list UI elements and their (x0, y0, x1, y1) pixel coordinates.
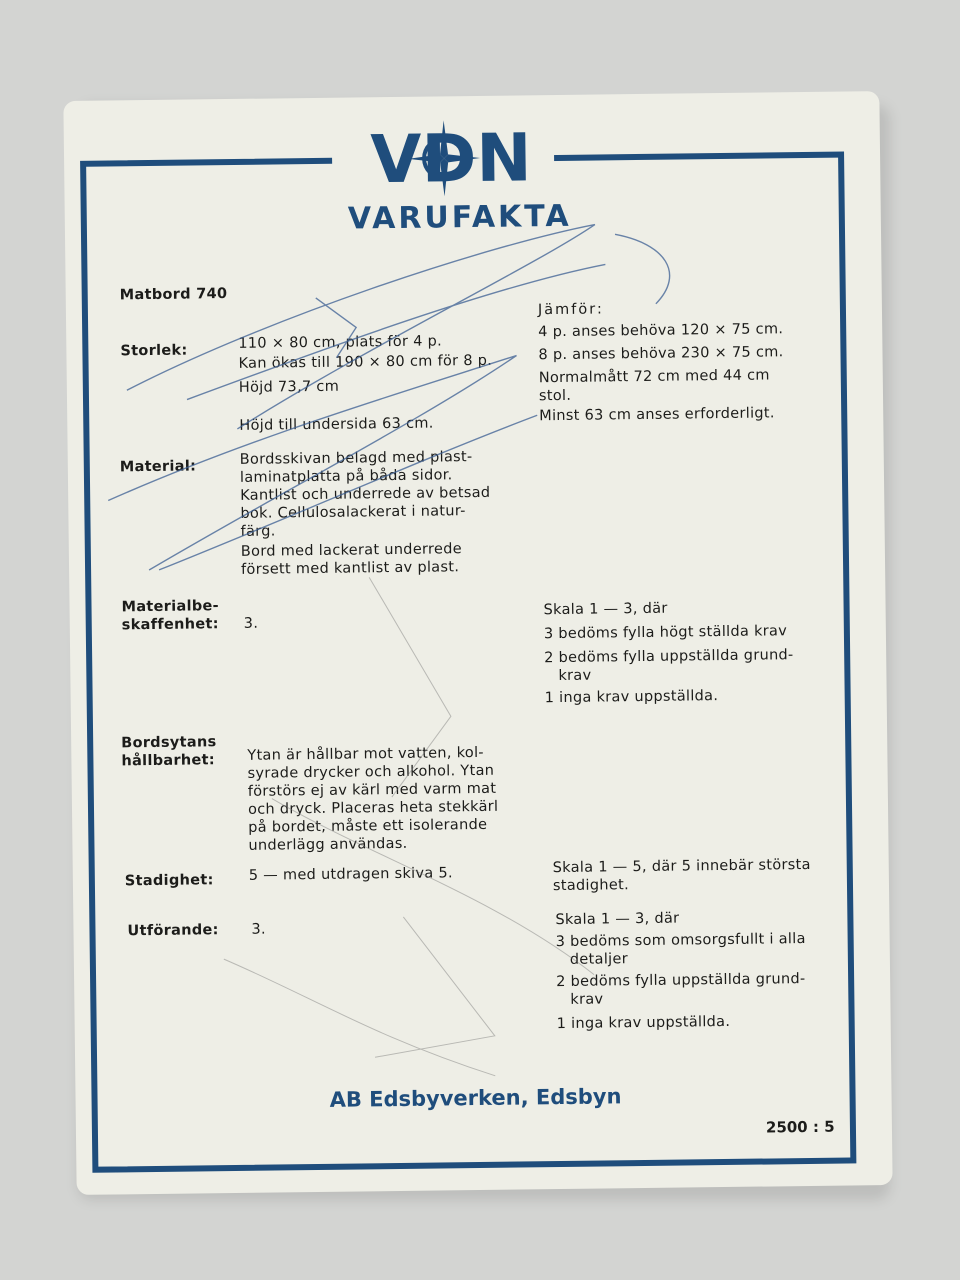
scale-utforande-line: 2 bedöms fylla uppställda grund- (556, 971, 806, 991)
material-line: Kantlist och underrede av betsad (240, 484, 491, 504)
brand-logo: VDN (370, 119, 533, 199)
scale-utforande-line: Skala 1 — 3, där (555, 910, 680, 929)
scale-stadighet-line: stadighet. (552, 877, 630, 895)
jamfor-line: 4 p. anses behöva 120 × 75 cm. (538, 321, 784, 341)
material-line: färg. (240, 523, 276, 540)
label-utforande: Utförande: (127, 922, 219, 940)
product-name: Matbord 740 (119, 286, 228, 304)
storlek-line: 110 × 80 cm, plats för 4 p. (238, 333, 443, 352)
utforande-value: 3. (251, 921, 267, 938)
hallbarhet-line: underlägg användas. (248, 835, 408, 854)
material-line: Bordsskivan belagd med plast- (239, 449, 473, 468)
hallbarhet-line: förstörs ej av kärl med varm mat (247, 780, 497, 800)
materialbeskaffenhet-value: 3. (243, 615, 259, 632)
label-bordsytans-hallbarhet: hållbarhet: (121, 752, 216, 770)
company-name: AB Edsbyverken, Edsbyn (329, 1084, 622, 1112)
hallbarhet-line: Ytan är hållbar mot vatten, kol- (247, 744, 484, 764)
scale-utforande-line: krav (570, 991, 604, 1008)
product-fact-card (63, 91, 892, 1195)
scale-utforande-line: 3 bedöms som omsorgsfullt i alla (555, 931, 806, 951)
scale-material-line: 3 bedöms fylla högt ställda krav (543, 623, 788, 643)
scale-stadighet-line: Skala 1 — 5, där 5 innebär största (552, 856, 811, 877)
hallbarhet-line: syrade drycker och alkohol. Ytan (247, 762, 495, 782)
material-line: Bord med lackerat underrede (240, 541, 462, 560)
scale-material-line: Skala 1 — 3, där (543, 600, 668, 619)
label-stadighet: Stadighet: (124, 872, 214, 890)
scale-utforande-line: detaljer (569, 951, 629, 968)
scale-material-line: 1 inga krav uppställda. (544, 688, 719, 707)
scale-utforande-line: 1 inga krav uppställda. (556, 1013, 731, 1033)
scale-material-line: krav (558, 667, 592, 685)
storlek-line: Kan ökas till 190 × 80 cm för 8 p. (238, 352, 493, 372)
storlek-line: Höjd till undersida 63 cm. (239, 415, 434, 434)
stadighet-value: 5 — med utdragen skiva 5. (248, 865, 453, 884)
hallbarhet-line: på bordet, måste ett isolerande (248, 816, 488, 836)
label-materialbeskaffenhet: Materialbe- (121, 598, 220, 616)
label-storlek: Storlek: (120, 342, 188, 360)
jamfor-line: Normalmått 72 cm med 44 cm (538, 367, 770, 387)
storlek-line: Höjd 73,7 cm (238, 378, 340, 396)
jamfor-line: stol. (538, 387, 572, 405)
jamfor-line: 8 p. anses behöva 230 × 75 cm. (538, 344, 784, 364)
jamfor-line: Minst 63 cm anses erforderligt. (539, 405, 775, 425)
label-bordsytans-hallbarhet: Bordsytans (121, 734, 217, 752)
print-code: 2500 : 5 (765, 1117, 835, 1137)
scale-material-line: 2 bedöms fylla uppställda grund- (544, 647, 794, 667)
page-title: VARUFAKTA (347, 198, 572, 237)
label-materialbeskaffenhet: skaffenhet: (121, 616, 219, 634)
material-line: bok. Cellulosalackerat i natur- (240, 503, 466, 522)
hallbarhet-line: och dryck. Placeras heta stekkärl (247, 798, 499, 818)
material-line: försett med kantlist av plast. (240, 559, 460, 578)
material-line: laminatplatta på båda sidor. (239, 467, 453, 486)
jamfor-title: Jämför: (537, 301, 604, 319)
label-material: Material: (119, 458, 197, 476)
